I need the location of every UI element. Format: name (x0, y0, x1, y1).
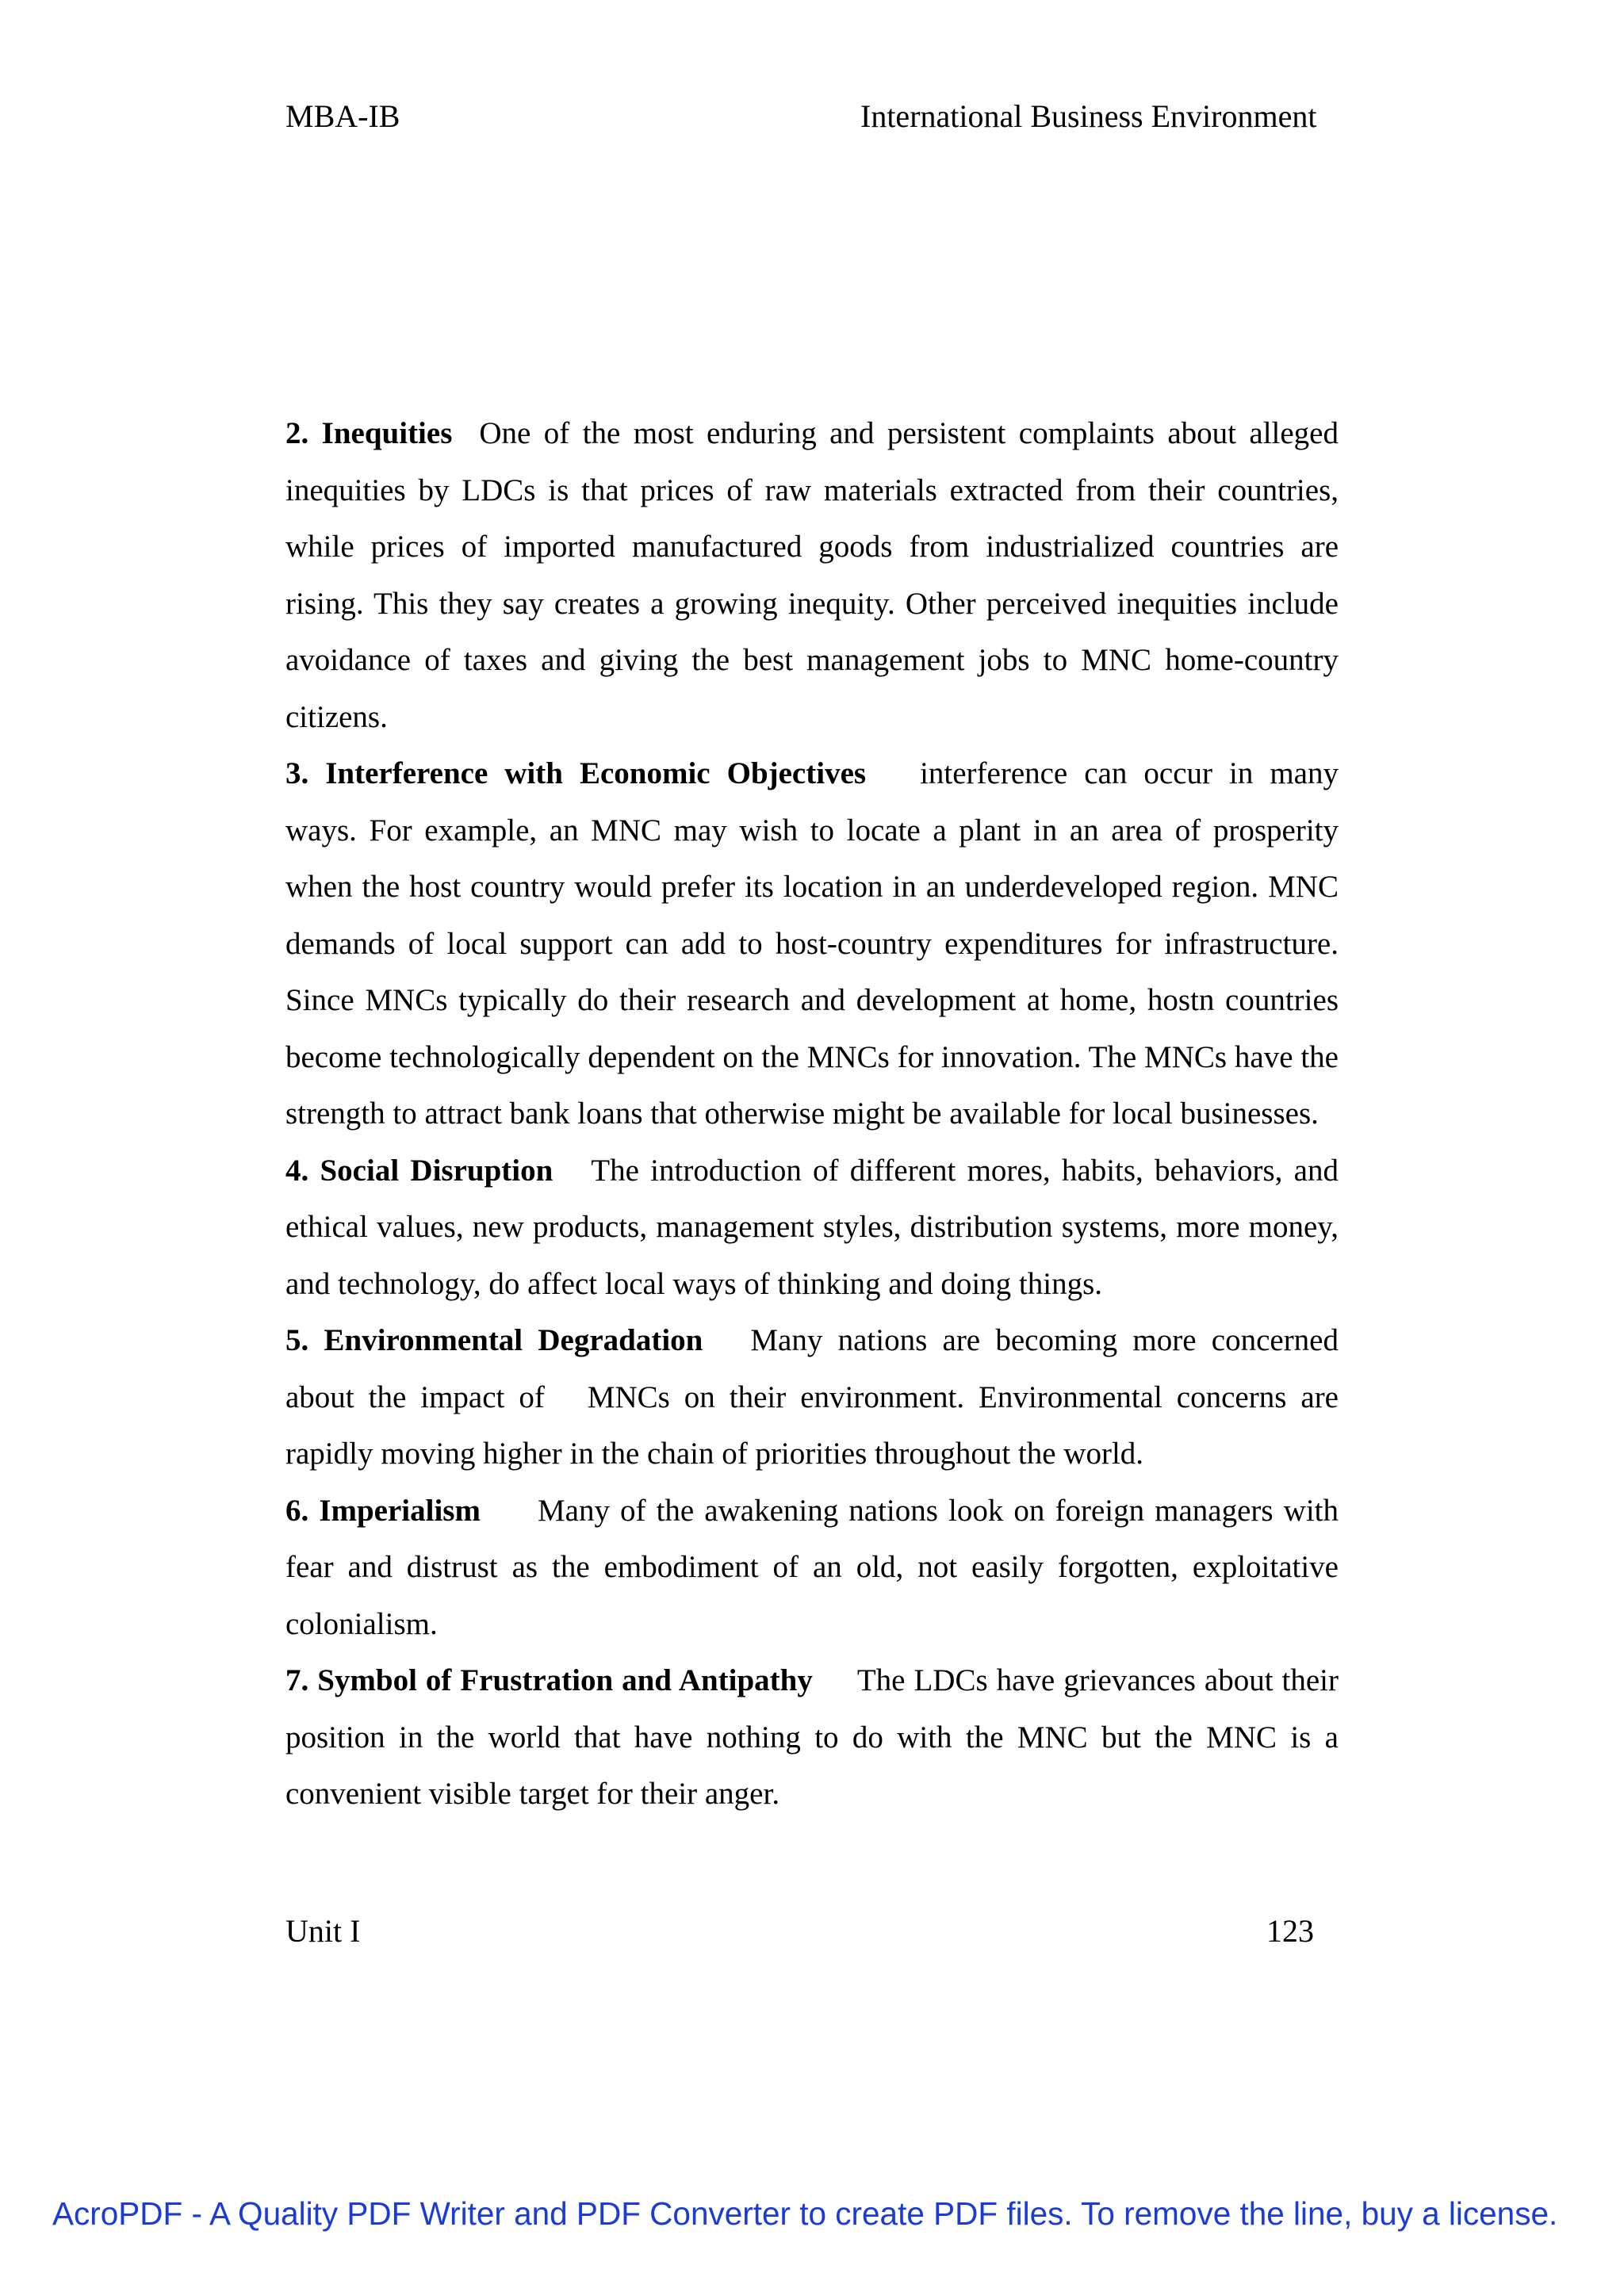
section-text: Many of the awakening nations look on foreign managers with fear and distrust as the embodiment of an old, not easily forgotten, exploitative colonialism. (285, 1493, 1339, 1641)
section-heading: 4. Social Disruption (285, 1153, 553, 1188)
section-inequities (285, 405, 1339, 745)
section-environmental-degradation (285, 1312, 1346, 1483)
section-text: The LDCs have grievances about their position in the world that have nothing to do with the MNC but the MNC is a convenient visible target for their anger. (285, 1663, 1339, 1811)
section-text: Many nations are becoming more concerned about the impact of MNCs on their environment. Environmental concerns are rapidly moving higher in the chain of priorities throughout the world. (285, 1323, 1346, 1471)
section-heading: 5. Environmental Degradation (285, 1323, 703, 1357)
page-number: 123 (1266, 1913, 1314, 1949)
section-heading: 6. Imperialism (285, 1493, 481, 1528)
page-body (285, 405, 1346, 1823)
section-text: interference can occur in many ways. For example, an MNC may wish to locate a plant in an area of prosperity when the host country would prefer its location in an underdeveloped region. MNC demands of local support can add to host-country expenditures for infrastructure. Since MNCs typically do their research and development at home, hostn countries become technologically dependent on the MNCs for innovation. The MNCs have the strength to attract bank loans that otherwise might be available for local businesses. (285, 756, 1339, 1131)
section-imperialism (285, 1483, 1339, 1653)
acropdf-watermark: AcroPDF - A Quality PDF Writer and PDF Converter to create PDF files. To remove the line, buy a license. (52, 2195, 1558, 2232)
footer-unit: Unit I (285, 1913, 361, 1949)
section-text: One of the most enduring and persistent complaints about alleged inequities by LDCs is that prices of raw materials extracted from their countries, while prices of imported manufactured goods from industrialized countries are rising. This they say creates a growing inequity. Other perceived inequities include avoidance of taxes and giving the best management jobs to MNC home-country citizens. (285, 416, 1339, 734)
section-text: The introduction of different mores, habits, behaviors, and ethical values, new products, management styles, distribution systems, more money, and technology, do affect local ways of thinking and doing things. (285, 1153, 1339, 1301)
section-heading: 2. Inequities (285, 416, 453, 450)
running-header-title: International Business Environment (860, 98, 1317, 134)
section-interference (285, 745, 1339, 1142)
running-header-course: MBA-IB (285, 98, 400, 134)
section-frustration-antipathy (285, 1652, 1339, 1823)
section-social-disruption (285, 1142, 1339, 1313)
section-heading: 7. Symbol of Frustration and Antipathy (285, 1663, 813, 1697)
section-heading: 3. Interference with Economic Objectives (285, 756, 867, 790)
